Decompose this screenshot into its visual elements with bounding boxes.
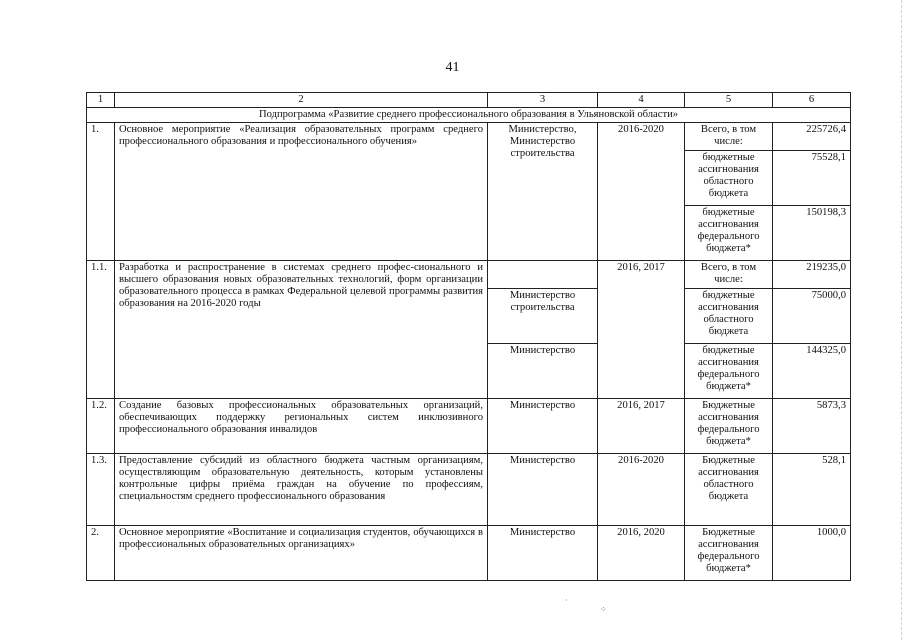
table-row <box>87 454 851 526</box>
header-cell: 4 <box>598 93 685 108</box>
table-row <box>87 399 851 454</box>
row-number: 2. <box>87 526 115 581</box>
row-description: Разработка и распространение в системах среднего профес-сионального и высшего образования новых образовательных технологий, форм организации образовательного процесса в рамках Федеральной целевой программы развития образования на 2016-2020 годы <box>115 261 488 399</box>
table-row <box>87 123 851 151</box>
row-description: Основное мероприятие «Реализация образовательных программ среднего профессионального образования и профессионального обучения» <box>115 123 488 261</box>
funding-source: Всего, в том числе: <box>685 261 773 289</box>
table-row <box>87 261 851 289</box>
row-executor: Министерство, Министерство строительства <box>488 123 598 261</box>
funding-source: Бюджетные ассигнования федерального бюджета* <box>685 526 773 581</box>
funding-source: бюджетные ассигнования федерального бюджета* <box>685 206 773 261</box>
row-number: 1.2. <box>87 399 115 454</box>
funding-amount: 1000,0 <box>773 526 851 581</box>
subprogram-title: Подпрограмма «Развитие среднего профессионального образования в Ульяновской области» <box>87 108 851 123</box>
funding-amount: 528,1 <box>773 454 851 526</box>
row-description: Основное мероприятие «Воспитание и социализация студентов, обучающихся в профессиональных образовательных организациях» <box>115 526 488 581</box>
scan-speck: · <box>565 596 568 605</box>
funding-source: Бюджетные ассигнования областного бюджета <box>685 454 773 526</box>
funding-source: Бюджетные ассигнования федерального бюджета* <box>685 399 773 454</box>
funding-amount: 225726,4 <box>773 123 851 151</box>
row-executor: Министерство <box>488 399 598 454</box>
funding-amount: 219235,0 <box>773 261 851 289</box>
funding-amount: 75000,0 <box>773 289 851 344</box>
row-period: 2016, 2017 <box>598 399 685 454</box>
funding-amount: 150198,3 <box>773 206 851 261</box>
row-executor: Министерство строительства <box>488 289 598 344</box>
header-cell: 1 <box>87 93 115 108</box>
funding-source: Всего, в том числе: <box>685 123 773 151</box>
row-description: Предоставление субсидий из областного бюджета частным организациям, осуществляющим образовательную деятельность, которым установлены контрольные цифры приёма граждан на обучение по профессиям, специальностям среднего профессионального образования <box>115 454 488 526</box>
funding-source: бюджетные ассигнования областного бюджета <box>685 289 773 344</box>
row-executor <box>488 261 598 289</box>
row-executor: Министерство <box>488 454 598 526</box>
row-period: 2016, 2017 <box>598 261 685 399</box>
header-cell: 5 <box>685 93 773 108</box>
row-number: 1.1. <box>87 261 115 399</box>
row-number: 1. <box>87 123 115 261</box>
funding-source: бюджетные ассигнования областного бюджета <box>685 151 773 206</box>
page-edge-line <box>900 0 902 640</box>
row-period: 2016-2020 <box>598 123 685 261</box>
row-executor: Министерство <box>488 344 598 399</box>
funding-amount: 144325,0 <box>773 344 851 399</box>
funding-amount: 5873,3 <box>773 399 851 454</box>
page-number: 41 <box>445 60 460 75</box>
row-period: 2016, 2020 <box>598 526 685 581</box>
funding-source: бюджетные ассигнования федерального бюджета* <box>685 344 773 399</box>
header-cell: 3 <box>488 93 598 108</box>
header-cell: 6 <box>773 93 851 108</box>
scan-speck: ⁘ <box>600 605 607 614</box>
header-cell: 2 <box>115 93 488 108</box>
funding-amount: 75528,1 <box>773 151 851 206</box>
row-period: 2016-2020 <box>598 454 685 526</box>
row-executor: Министерство <box>488 526 598 581</box>
row-number: 1.3. <box>87 454 115 526</box>
row-description: Создание базовых профессиональных образовательных организаций, обеспечивающих поддержку региональных систем инклюзивного профессионального образования инвалидов <box>115 399 488 454</box>
program-table <box>86 92 851 581</box>
table-row <box>87 526 851 581</box>
header-row <box>87 93 851 108</box>
subprogram-row <box>87 108 851 123</box>
